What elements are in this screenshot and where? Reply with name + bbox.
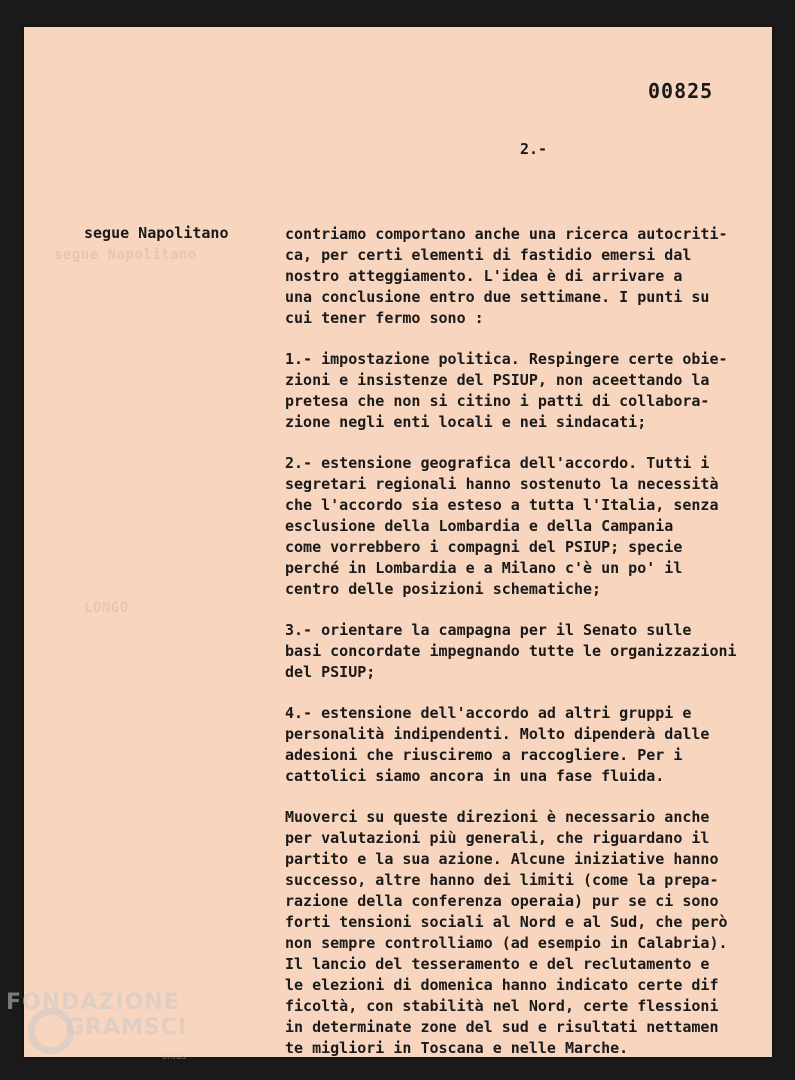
- document-body: [285, 224, 763, 1079]
- paragraph: 1.- impostazione politica. Respingere certe obie- zioni e insistenze del PSIUP, non aceettando la pretesa che non si citino i patti di collabora- zione negli enti locali e nei sindacati;: [285, 350, 728, 431]
- speaker-label: segue Napolitano: [84, 224, 229, 242]
- watermark-sub: onlus: [162, 1052, 187, 1062]
- page-number: 2.-: [520, 140, 548, 158]
- paragraph: 2.- estensione geografica dell'accordo. Tutti i segretari regionali hanno sostenuto la necessità che l'accordo sia esteso a tutta l'Italia, senza esclusione della Lombardia e della Campania come vorrebbero i compagni del PSIUP; specie perché in Lombardia e a Milano c'è un po' il centro delle posizioni schematiche;: [285, 454, 719, 598]
- watermark: [6, 990, 187, 1040]
- paragraph: contriamo comportano anche una ricerca autocriti- ca, per certi elementi di fastidio emersi dal nostro atteggiamento. L'idea è di arrivare a una conclusione entro due settimane. I punti su cui tener fermo sono :: [285, 225, 728, 327]
- watermark-line1: FONDAZIONE: [6, 990, 180, 1015]
- document-number: 00825: [648, 79, 714, 103]
- paragraph: 4.- estensione dell'accordo ad altri gruppi e personalità indipendenti. Molto dipenderà dalle adesioni che riusciremo a raccogliere. Per i cattolici siamo ancora in una fase fluida.: [285, 704, 710, 785]
- paragraph: 3.- orientare la campagna per il Senato sulle basi concordate impegnando tutte le organizzazioni del PSIUP;: [285, 621, 737, 681]
- paragraph: Muoverci su queste direzioni è necessario anche per valutazioni più generali, che riguardano il partito e la sua azione. Alcune iniziative hanno successo, altre hanno dei limiti (come la prepa- razione della conferenza operaia) pur se ci sono forti tensioni sociali al Nord e al Sud, che però non sempre controlliamo (ad esempio in Calabria). Il lancio del tesseramento e del reclutamento e le elezioni di domenica hanno indicato certe dif ficoltà, con stabilità nel Nord, certe flessioni in determinate zone del sud e risultati nettamen te migliori in Toscana e nelle Marche.: [285, 808, 728, 1057]
- document-page: [24, 27, 772, 1057]
- bleed-through-text: LONGO: [84, 600, 129, 616]
- bleed-through-text: segue Napolitano: [54, 247, 197, 263]
- watermark-line2: GRAMSCI: [66, 1015, 188, 1040]
